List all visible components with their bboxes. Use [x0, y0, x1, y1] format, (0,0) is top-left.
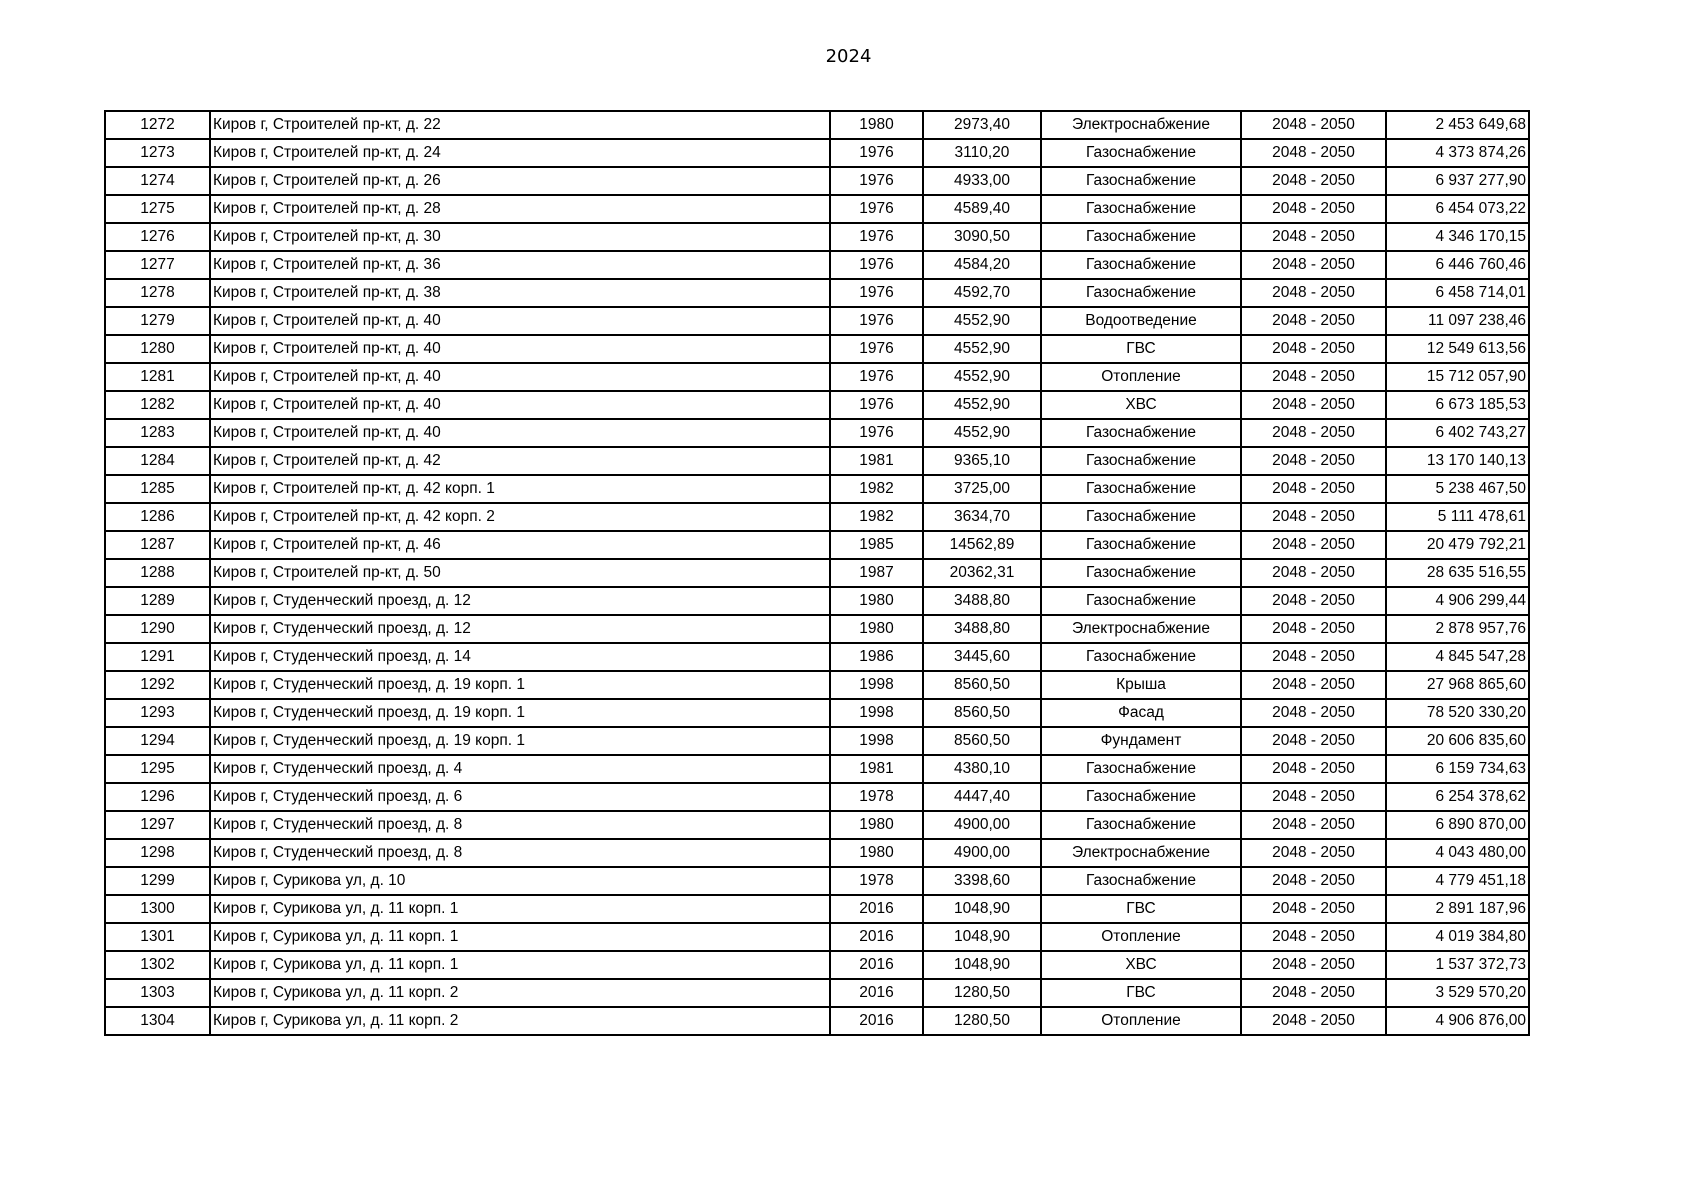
work-type-cell: Газоснабжение [1041, 587, 1241, 615]
work-type-cell: Газоснабжение [1041, 643, 1241, 671]
period-cell: 2048 - 2050 [1241, 223, 1386, 251]
address-cell: Киров г, Строителей пр-кт, д. 46 [210, 531, 830, 559]
address-cell: Киров г, Строителей пр-кт, д. 42 корп. 2 [210, 503, 830, 531]
build-year-cell: 2016 [830, 1007, 923, 1035]
period-cell: 2048 - 2050 [1241, 251, 1386, 279]
period-cell: 2048 - 2050 [1241, 139, 1386, 167]
row-number-cell: 1293 [105, 699, 210, 727]
row-number-cell: 1296 [105, 783, 210, 811]
table-row [105, 979, 1529, 1007]
address-cell: Киров г, Сурикова ул, д. 10 [210, 867, 830, 895]
work-type-cell: ГВС [1041, 895, 1241, 923]
cost-cell: 4 346 170,15 [1386, 223, 1529, 251]
row-number-cell: 1272 [105, 111, 210, 139]
area-cell: 4900,00 [923, 839, 1041, 867]
period-cell: 2048 - 2050 [1241, 279, 1386, 307]
build-year-cell: 1976 [830, 139, 923, 167]
cost-cell: 6 937 277,90 [1386, 167, 1529, 195]
address-cell: Киров г, Студенческий проезд, д. 12 [210, 615, 830, 643]
table-row [105, 167, 1529, 195]
row-number-cell: 1274 [105, 167, 210, 195]
build-year-cell: 2016 [830, 951, 923, 979]
cost-cell: 3 529 570,20 [1386, 979, 1529, 1007]
cost-cell: 5 238 467,50 [1386, 475, 1529, 503]
address-cell: Киров г, Строителей пр-кт, д. 26 [210, 167, 830, 195]
repair-registry-table [104, 110, 1530, 1036]
row-number-cell: 1277 [105, 251, 210, 279]
build-year-cell: 1976 [830, 195, 923, 223]
period-cell: 2048 - 2050 [1241, 615, 1386, 643]
area-cell: 3488,80 [923, 615, 1041, 643]
build-year-cell: 1976 [830, 307, 923, 335]
table-row [105, 195, 1529, 223]
work-type-cell: Газоснабжение [1041, 755, 1241, 783]
work-type-cell: ХВС [1041, 391, 1241, 419]
table-row [105, 615, 1529, 643]
cost-cell: 13 170 140,13 [1386, 447, 1529, 475]
period-cell: 2048 - 2050 [1241, 475, 1386, 503]
build-year-cell: 1976 [830, 391, 923, 419]
period-cell: 2048 - 2050 [1241, 307, 1386, 335]
area-cell: 4589,40 [923, 195, 1041, 223]
build-year-cell: 1976 [830, 279, 923, 307]
row-number-cell: 1298 [105, 839, 210, 867]
row-number-cell: 1300 [105, 895, 210, 923]
area-cell: 14562,89 [923, 531, 1041, 559]
cost-cell: 6 402 743,27 [1386, 419, 1529, 447]
cost-cell: 5 111 478,61 [1386, 503, 1529, 531]
area-cell: 3445,60 [923, 643, 1041, 671]
row-number-cell: 1289 [105, 587, 210, 615]
address-cell: Киров г, Студенческий проезд, д. 8 [210, 811, 830, 839]
address-cell: Киров г, Строителей пр-кт, д. 40 [210, 419, 830, 447]
period-cell: 2048 - 2050 [1241, 699, 1386, 727]
work-type-cell: Газоснабжение [1041, 811, 1241, 839]
build-year-cell: 2016 [830, 923, 923, 951]
build-year-cell: 1980 [830, 111, 923, 139]
cost-cell: 20 606 835,60 [1386, 727, 1529, 755]
row-number-cell: 1282 [105, 391, 210, 419]
cost-cell: 6 890 870,00 [1386, 811, 1529, 839]
row-number-cell: 1294 [105, 727, 210, 755]
row-number-cell: 1288 [105, 559, 210, 587]
work-type-cell: Газоснабжение [1041, 783, 1241, 811]
area-cell: 4592,70 [923, 279, 1041, 307]
table-row [105, 139, 1529, 167]
work-type-cell: Газоснабжение [1041, 195, 1241, 223]
area-cell: 3488,80 [923, 587, 1041, 615]
address-cell: Киров г, Строителей пр-кт, д. 40 [210, 363, 830, 391]
build-year-cell: 1998 [830, 699, 923, 727]
work-type-cell: Газоснабжение [1041, 223, 1241, 251]
area-cell: 20362,31 [923, 559, 1041, 587]
build-year-cell: 1998 [830, 671, 923, 699]
cost-cell: 4 906 299,44 [1386, 587, 1529, 615]
address-cell: Киров г, Строителей пр-кт, д. 28 [210, 195, 830, 223]
work-type-cell: ХВС [1041, 951, 1241, 979]
row-number-cell: 1281 [105, 363, 210, 391]
build-year-cell: 1982 [830, 475, 923, 503]
area-cell: 4380,10 [923, 755, 1041, 783]
build-year-cell: 1982 [830, 503, 923, 531]
period-cell: 2048 - 2050 [1241, 531, 1386, 559]
area-cell: 4552,90 [923, 335, 1041, 363]
build-year-cell: 1980 [830, 615, 923, 643]
table-row [105, 671, 1529, 699]
address-cell: Киров г, Строителей пр-кт, д. 24 [210, 139, 830, 167]
cost-cell: 20 479 792,21 [1386, 531, 1529, 559]
work-type-cell: Отопление [1041, 923, 1241, 951]
table-row [105, 755, 1529, 783]
cost-cell: 4 906 876,00 [1386, 1007, 1529, 1035]
build-year-cell: 1987 [830, 559, 923, 587]
period-cell: 2048 - 2050 [1241, 811, 1386, 839]
build-year-cell: 1976 [830, 251, 923, 279]
work-type-cell: Газоснабжение [1041, 251, 1241, 279]
area-cell: 3398,60 [923, 867, 1041, 895]
period-cell: 2048 - 2050 [1241, 979, 1386, 1007]
area-cell: 3110,20 [923, 139, 1041, 167]
build-year-cell: 2016 [830, 979, 923, 1007]
period-cell: 2048 - 2050 [1241, 1007, 1386, 1035]
address-cell: Киров г, Студенческий проезд, д. 6 [210, 783, 830, 811]
area-cell: 8560,50 [923, 727, 1041, 755]
cost-cell: 2 891 187,96 [1386, 895, 1529, 923]
table-row [105, 503, 1529, 531]
row-number-cell: 1279 [105, 307, 210, 335]
cost-cell: 2 453 649,68 [1386, 111, 1529, 139]
build-year-cell: 1986 [830, 643, 923, 671]
row-number-cell: 1290 [105, 615, 210, 643]
cost-cell: 4 019 384,80 [1386, 923, 1529, 951]
address-cell: Киров г, Строителей пр-кт, д. 42 корп. 1 [210, 475, 830, 503]
address-cell: Киров г, Студенческий проезд, д. 19 корп. 1 [210, 699, 830, 727]
cost-cell: 6 673 185,53 [1386, 391, 1529, 419]
area-cell: 1280,50 [923, 1007, 1041, 1035]
table-row [105, 335, 1529, 363]
table-row [105, 811, 1529, 839]
address-cell: Киров г, Сурикова ул, д. 11 корп. 1 [210, 951, 830, 979]
area-cell: 3725,00 [923, 475, 1041, 503]
area-cell: 4447,40 [923, 783, 1041, 811]
table-row [105, 643, 1529, 671]
period-cell: 2048 - 2050 [1241, 391, 1386, 419]
address-cell: Киров г, Строителей пр-кт, д. 40 [210, 335, 830, 363]
period-cell: 2048 - 2050 [1241, 503, 1386, 531]
build-year-cell: 1985 [830, 531, 923, 559]
work-type-cell: Газоснабжение [1041, 475, 1241, 503]
work-type-cell: Электроснабжение [1041, 111, 1241, 139]
row-number-cell: 1278 [105, 279, 210, 307]
area-cell: 4933,00 [923, 167, 1041, 195]
area-cell: 1048,90 [923, 895, 1041, 923]
area-cell: 4552,90 [923, 391, 1041, 419]
work-type-cell: Газоснабжение [1041, 867, 1241, 895]
area-cell: 8560,50 [923, 671, 1041, 699]
cost-cell: 6 159 734,63 [1386, 755, 1529, 783]
work-type-cell: Фасад [1041, 699, 1241, 727]
period-cell: 2048 - 2050 [1241, 363, 1386, 391]
table-row [105, 895, 1529, 923]
table-row [105, 447, 1529, 475]
cost-cell: 2 878 957,76 [1386, 615, 1529, 643]
cost-cell: 78 520 330,20 [1386, 699, 1529, 727]
build-year-cell: 1980 [830, 587, 923, 615]
table-row [105, 111, 1529, 139]
area-cell: 4552,90 [923, 307, 1041, 335]
address-cell: Киров г, Строителей пр-кт, д. 36 [210, 251, 830, 279]
work-type-cell: Газоснабжение [1041, 167, 1241, 195]
table-row [105, 251, 1529, 279]
work-type-cell: Газоснабжение [1041, 447, 1241, 475]
work-type-cell: Отопление [1041, 1007, 1241, 1035]
period-cell: 2048 - 2050 [1241, 167, 1386, 195]
period-cell: 2048 - 2050 [1241, 951, 1386, 979]
area-cell: 1048,90 [923, 951, 1041, 979]
row-number-cell: 1301 [105, 923, 210, 951]
work-type-cell: ГВС [1041, 979, 1241, 1007]
build-year-cell: 1981 [830, 755, 923, 783]
period-cell: 2048 - 2050 [1241, 727, 1386, 755]
work-type-cell: Газоснабжение [1041, 419, 1241, 447]
period-cell: 2048 - 2050 [1241, 419, 1386, 447]
table-row [105, 531, 1529, 559]
cost-cell: 4 845 547,28 [1386, 643, 1529, 671]
table-row [105, 419, 1529, 447]
address-cell: Киров г, Строителей пр-кт, д. 40 [210, 307, 830, 335]
build-year-cell: 1998 [830, 727, 923, 755]
cost-cell: 4 373 874,26 [1386, 139, 1529, 167]
period-cell: 2048 - 2050 [1241, 923, 1386, 951]
period-cell: 2048 - 2050 [1241, 447, 1386, 475]
period-cell: 2048 - 2050 [1241, 867, 1386, 895]
row-number-cell: 1295 [105, 755, 210, 783]
table-row [105, 839, 1529, 867]
page-header-year: 2024 [825, 46, 872, 67]
period-cell: 2048 - 2050 [1241, 755, 1386, 783]
period-cell: 2048 - 2050 [1241, 195, 1386, 223]
row-number-cell: 1297 [105, 811, 210, 839]
row-number-cell: 1275 [105, 195, 210, 223]
work-type-cell: Отопление [1041, 363, 1241, 391]
table-row [105, 867, 1529, 895]
cost-cell: 6 446 760,46 [1386, 251, 1529, 279]
area-cell: 8560,50 [923, 699, 1041, 727]
period-cell: 2048 - 2050 [1241, 643, 1386, 671]
address-cell: Киров г, Студенческий проезд, д. 19 корп. 1 [210, 671, 830, 699]
row-number-cell: 1303 [105, 979, 210, 1007]
work-type-cell: Газоснабжение [1041, 503, 1241, 531]
period-cell: 2048 - 2050 [1241, 335, 1386, 363]
period-cell: 2048 - 2050 [1241, 587, 1386, 615]
cost-cell: 6 254 378,62 [1386, 783, 1529, 811]
row-number-cell: 1286 [105, 503, 210, 531]
row-number-cell: 1299 [105, 867, 210, 895]
work-type-cell: Электроснабжение [1041, 839, 1241, 867]
cost-cell: 6 454 073,22 [1386, 195, 1529, 223]
build-year-cell: 1978 [830, 783, 923, 811]
build-year-cell: 1978 [830, 867, 923, 895]
build-year-cell: 1976 [830, 223, 923, 251]
area-cell: 4552,90 [923, 363, 1041, 391]
table-row [105, 699, 1529, 727]
area-cell: 4900,00 [923, 811, 1041, 839]
table-row [105, 559, 1529, 587]
work-type-cell: Газоснабжение [1041, 279, 1241, 307]
table-row [105, 307, 1529, 335]
build-year-cell: 1976 [830, 167, 923, 195]
table-body [105, 111, 1529, 1035]
cost-cell: 4 043 480,00 [1386, 839, 1529, 867]
build-year-cell: 1976 [830, 363, 923, 391]
table-row [105, 363, 1529, 391]
cost-cell: 6 458 714,01 [1386, 279, 1529, 307]
table-row [105, 951, 1529, 979]
work-type-cell: ГВС [1041, 335, 1241, 363]
address-cell: Киров г, Студенческий проезд, д. 14 [210, 643, 830, 671]
work-type-cell: Газоснабжение [1041, 531, 1241, 559]
build-year-cell: 1981 [830, 447, 923, 475]
area-cell: 1048,90 [923, 923, 1041, 951]
address-cell: Киров г, Строителей пр-кт, д. 42 [210, 447, 830, 475]
cost-cell: 28 635 516,55 [1386, 559, 1529, 587]
area-cell: 9365,10 [923, 447, 1041, 475]
row-number-cell: 1283 [105, 419, 210, 447]
address-cell: Киров г, Студенческий проезд, д. 12 [210, 587, 830, 615]
cost-cell: 15 712 057,90 [1386, 363, 1529, 391]
row-number-cell: 1273 [105, 139, 210, 167]
table-row [105, 923, 1529, 951]
period-cell: 2048 - 2050 [1241, 111, 1386, 139]
table-row [105, 391, 1529, 419]
period-cell: 2048 - 2050 [1241, 783, 1386, 811]
row-number-cell: 1287 [105, 531, 210, 559]
work-type-cell: Газоснабжение [1041, 139, 1241, 167]
table-row [105, 475, 1529, 503]
table-row [105, 1007, 1529, 1035]
row-number-cell: 1284 [105, 447, 210, 475]
area-cell: 4584,20 [923, 251, 1041, 279]
row-number-cell: 1291 [105, 643, 210, 671]
period-cell: 2048 - 2050 [1241, 895, 1386, 923]
period-cell: 2048 - 2050 [1241, 671, 1386, 699]
area-cell: 2973,40 [923, 111, 1041, 139]
area-cell: 3090,50 [923, 223, 1041, 251]
area-cell: 3634,70 [923, 503, 1041, 531]
table-row [105, 783, 1529, 811]
work-type-cell: Фундамент [1041, 727, 1241, 755]
row-number-cell: 1285 [105, 475, 210, 503]
address-cell: Киров г, Строителей пр-кт, д. 30 [210, 223, 830, 251]
work-type-cell: Водоотведение [1041, 307, 1241, 335]
address-cell: Киров г, Студенческий проезд, д. 19 корп. 1 [210, 727, 830, 755]
table-row [105, 727, 1529, 755]
build-year-cell: 1976 [830, 419, 923, 447]
address-cell: Киров г, Строителей пр-кт, д. 40 [210, 391, 830, 419]
row-number-cell: 1302 [105, 951, 210, 979]
cost-cell: 4 779 451,18 [1386, 867, 1529, 895]
row-number-cell: 1304 [105, 1007, 210, 1035]
period-cell: 2048 - 2050 [1241, 559, 1386, 587]
address-cell: Киров г, Строителей пр-кт, д. 50 [210, 559, 830, 587]
work-type-cell: Крыша [1041, 671, 1241, 699]
address-cell: Киров г, Сурикова ул, д. 11 корп. 2 [210, 1007, 830, 1035]
build-year-cell: 1980 [830, 811, 923, 839]
address-cell: Киров г, Студенческий проезд, д. 8 [210, 839, 830, 867]
row-number-cell: 1280 [105, 335, 210, 363]
row-number-cell: 1276 [105, 223, 210, 251]
build-year-cell: 1980 [830, 839, 923, 867]
cost-cell: 12 549 613,56 [1386, 335, 1529, 363]
cost-cell: 27 968 865,60 [1386, 671, 1529, 699]
address-cell: Киров г, Сурикова ул, д. 11 корп. 1 [210, 895, 830, 923]
period-cell: 2048 - 2050 [1241, 839, 1386, 867]
table-row [105, 279, 1529, 307]
address-cell: Киров г, Строителей пр-кт, д. 38 [210, 279, 830, 307]
address-cell: Киров г, Студенческий проезд, д. 4 [210, 755, 830, 783]
row-number-cell: 1292 [105, 671, 210, 699]
area-cell: 4552,90 [923, 419, 1041, 447]
work-type-cell: Газоснабжение [1041, 559, 1241, 587]
table-row [105, 223, 1529, 251]
table-row [105, 587, 1529, 615]
build-year-cell: 2016 [830, 895, 923, 923]
area-cell: 1280,50 [923, 979, 1041, 1007]
cost-cell: 11 097 238,46 [1386, 307, 1529, 335]
build-year-cell: 1976 [830, 335, 923, 363]
address-cell: Киров г, Строителей пр-кт, д. 22 [210, 111, 830, 139]
work-type-cell: Электроснабжение [1041, 615, 1241, 643]
address-cell: Киров г, Сурикова ул, д. 11 корп. 1 [210, 923, 830, 951]
cost-cell: 1 537 372,73 [1386, 951, 1529, 979]
address-cell: Киров г, Сурикова ул, д. 11 корп. 2 [210, 979, 830, 1007]
